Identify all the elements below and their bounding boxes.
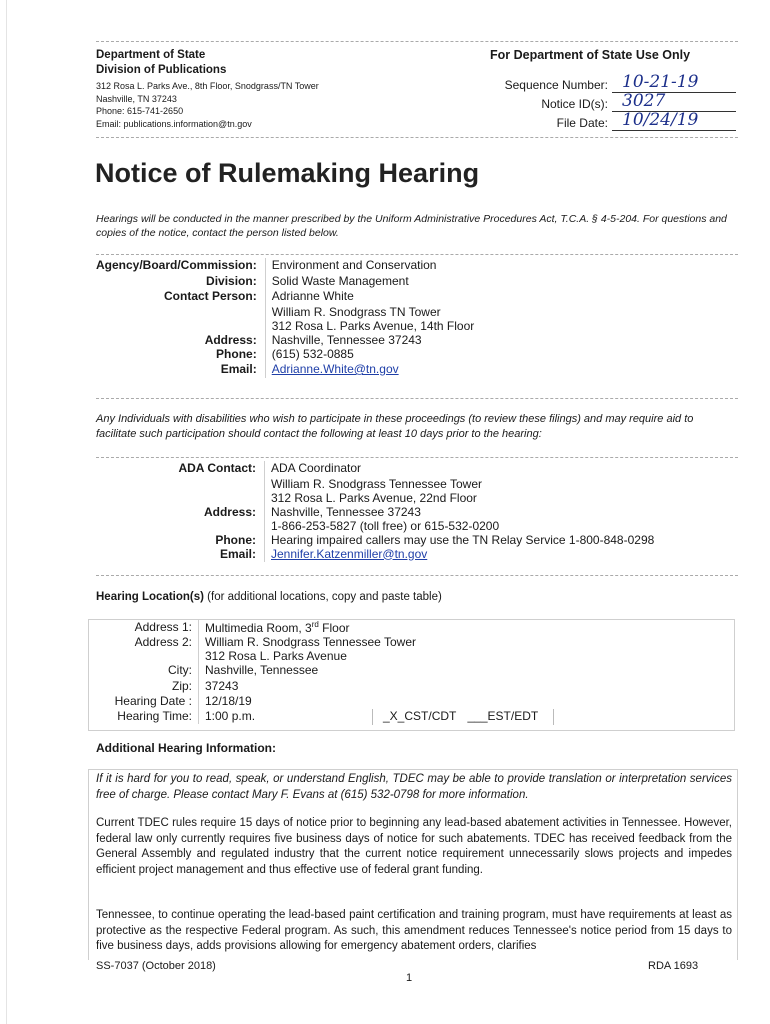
notice-id-field[interactable]: 3027 xyxy=(612,91,736,112)
hearing-location-table xyxy=(88,620,416,724)
contact-value: Adrianne White xyxy=(271,289,354,303)
agency-top-rule xyxy=(96,254,738,255)
page-number: 1 xyxy=(406,972,413,984)
ada-address-line: Nashville, Tennessee 37243 xyxy=(271,504,421,519)
ada-address-value xyxy=(265,477,655,519)
ada-address-row xyxy=(96,477,654,519)
hearing-location-note: (for additional locations, copy and paste table) xyxy=(203,591,442,603)
scan-edge xyxy=(6,0,7,1024)
address2-label: Address 2: xyxy=(88,635,199,663)
rda-number: RDA 1693 xyxy=(648,960,699,972)
address1-suffix: Floor xyxy=(318,621,350,635)
contact-email-link[interactable]: Adrianne.White@tn.gov xyxy=(271,362,399,376)
page-title: Notice of Rulemaking Hearing xyxy=(95,158,480,188)
contact-label: Contact Person: xyxy=(96,289,265,305)
address1-row xyxy=(88,620,416,635)
hearing-date-row xyxy=(88,694,416,709)
agency-table xyxy=(96,258,474,378)
ada-address-label: Address: xyxy=(96,477,265,519)
form-number: SS-7037 (October 2018) xyxy=(96,960,216,972)
address-value xyxy=(265,305,474,347)
agency-value: Environment and Conservation xyxy=(271,258,437,272)
translation-note: If it is hard for you to read, speak, or understand English, TDEC may be able to provide translation or interpretation services free of charge. Please contact Mary F. Evans at (615) 532-0798 for more information. xyxy=(96,773,732,801)
sequence-number-field[interactable]: 10-21-19 xyxy=(612,72,736,93)
ada-contact-value: ADA Coordinator xyxy=(271,461,362,475)
zip-row xyxy=(88,679,416,694)
division-name: Division of Publications xyxy=(96,64,227,76)
dept-phone: Phone: 615-741-2650 xyxy=(96,106,184,116)
ada-top-rule xyxy=(96,457,738,458)
hearing-date-label: Hearing Date : xyxy=(88,694,199,709)
est-checkmark[interactable]: ___ xyxy=(467,709,488,723)
department-heading xyxy=(96,48,226,78)
dept-address: 312 Rosa L. Parks Ave., 8th Floor, Snodgrass/TN Tower xyxy=(96,81,319,91)
file-date-label: File Date: xyxy=(556,116,608,130)
ada-email-row xyxy=(96,547,654,563)
additional-info-heading: Additional Hearing Information: xyxy=(96,741,276,755)
hearing-location-heading xyxy=(96,591,442,603)
address-line: William R. Snodgrass TN Tower xyxy=(271,304,441,319)
hearing-location-title: Hearing Location(s) xyxy=(96,591,204,603)
dept-name: Department of State xyxy=(96,49,206,61)
address1-text: Multimedia Room, 3 xyxy=(205,621,312,635)
address-label: Address: xyxy=(96,305,265,347)
hearing-time-value: 1:00 p.m. xyxy=(205,709,256,724)
file-date-row xyxy=(470,110,726,132)
address1-superscript: rd xyxy=(311,620,319,629)
address-line: 312 Rosa L. Parks Avenue, 14th Floor xyxy=(271,318,475,333)
agency-row xyxy=(96,258,474,274)
zip-label: Zip: xyxy=(88,679,199,694)
ada-contact-label: ADA Contact: xyxy=(96,461,265,477)
email-row xyxy=(96,362,474,378)
ada-email-label: Email: xyxy=(96,547,265,563)
cst-checkmark[interactable]: _X_ xyxy=(383,709,405,723)
ada-phone-line: Hearing impaired callers may use the TN Relay Service 1-800-848-0298 xyxy=(271,532,655,547)
city-row xyxy=(88,663,416,678)
contact-row xyxy=(96,289,474,305)
ada-table xyxy=(96,461,654,562)
address2-line: William R. Snodgrass Tennessee Tower xyxy=(205,635,416,650)
phone-label: Phone: xyxy=(96,347,265,363)
zip-value: 37243 xyxy=(205,678,239,693)
header-bottom-rule xyxy=(96,137,738,138)
ada-contact-row xyxy=(96,461,654,477)
address-row xyxy=(96,305,474,347)
address2-line: 312 Rosa L. Parks Avenue xyxy=(205,649,347,664)
hearing-time-row xyxy=(88,709,416,724)
timezone-selector xyxy=(372,709,554,725)
intro-text: Hearings will be conducted in the manner prescribed by the Uniform Administrative Procedures Act, T.C.A. § 4-5-204. For questions and copies of the notice, contact the person listed below. xyxy=(96,213,727,239)
ada-bottom-rule xyxy=(96,575,738,576)
ada-phone-row xyxy=(96,519,654,547)
division-label: Division: xyxy=(96,274,265,290)
address-line: Nashville, Tennessee 37243 xyxy=(271,332,422,347)
cst-option: CST/CDT xyxy=(404,709,457,723)
city-value: Nashville, Tennessee xyxy=(205,663,319,678)
division-value: Solid Waste Management xyxy=(271,273,409,288)
dept-email: Email: publications.information@tn.gov xyxy=(96,118,252,129)
address2-value xyxy=(199,635,416,663)
hearing-time-label: Hearing Time: xyxy=(88,709,199,724)
phone-value: (615) 532-0885 xyxy=(271,346,354,361)
ada-address-line: 312 Rosa L. Parks Avenue, 22nd Floor xyxy=(271,490,477,505)
email-label: Email: xyxy=(96,362,265,378)
city-label: City: xyxy=(88,663,199,678)
additional-paragraph-1: Current TDEC rules require 15 days of notice prior to beginning any lead-based abatement activities in Tennessee. However, federal law only currently requires five business days of notice for such abatements. TDEC has received feedback from the General Assembly and regulated industry that the current notice requirement unnecessarily slows projects and impedes efficient project management and thus effective use of federal grant funding. xyxy=(96,817,732,876)
address1-label: Address 1: xyxy=(88,620,199,635)
state-use-heading: For Department of State Use Only xyxy=(490,48,691,62)
file-date-field[interactable]: 10/24/19 xyxy=(612,110,736,131)
est-option: EST/EDT xyxy=(487,709,539,723)
ada-phone-line: 1-866-253-5827 (toll free) or 615-532-0200 xyxy=(271,518,500,533)
address2-row xyxy=(88,635,416,663)
ada-phone-value xyxy=(265,519,655,547)
ada-address-line: William R. Snodgrass Tennessee Tower xyxy=(271,476,482,491)
ada-email-link[interactable]: Jennifer.Katzenmiller@tn.gov xyxy=(271,546,428,561)
division-row xyxy=(96,274,474,290)
dept-city: Nashville, TN 37243 xyxy=(96,93,177,104)
sequence-number-label: Sequence Number: xyxy=(504,78,608,92)
header-top-rule xyxy=(96,41,738,42)
department-contact xyxy=(96,80,319,130)
agency-label: Agency/Board/Commission: xyxy=(96,258,265,274)
notice-id-label: Notice ID(s): xyxy=(541,97,608,111)
hearing-date-value: 12/18/19 xyxy=(205,693,252,708)
agency-bottom-rule xyxy=(96,398,738,399)
additional-paragraph-2: Tennessee, to continue operating the lead-based paint certification and training program, must have requirements at least as protective as the respective Federal program. As such, this amendment reduces Tennessee's notice period from 15 days to five business days, adds provisions allowing for emergency abatement orders, clarifies xyxy=(96,909,732,952)
ada-note: Any Individuals with disabilities who wish to participate in these proceedings (to review these filings) and may require aid to facilitate such participation should contact the following at least 10 days prior to the hearing: xyxy=(96,413,694,440)
address1-value xyxy=(199,620,416,635)
ada-phone-label: Phone: xyxy=(96,519,265,547)
phone-row xyxy=(96,347,474,363)
